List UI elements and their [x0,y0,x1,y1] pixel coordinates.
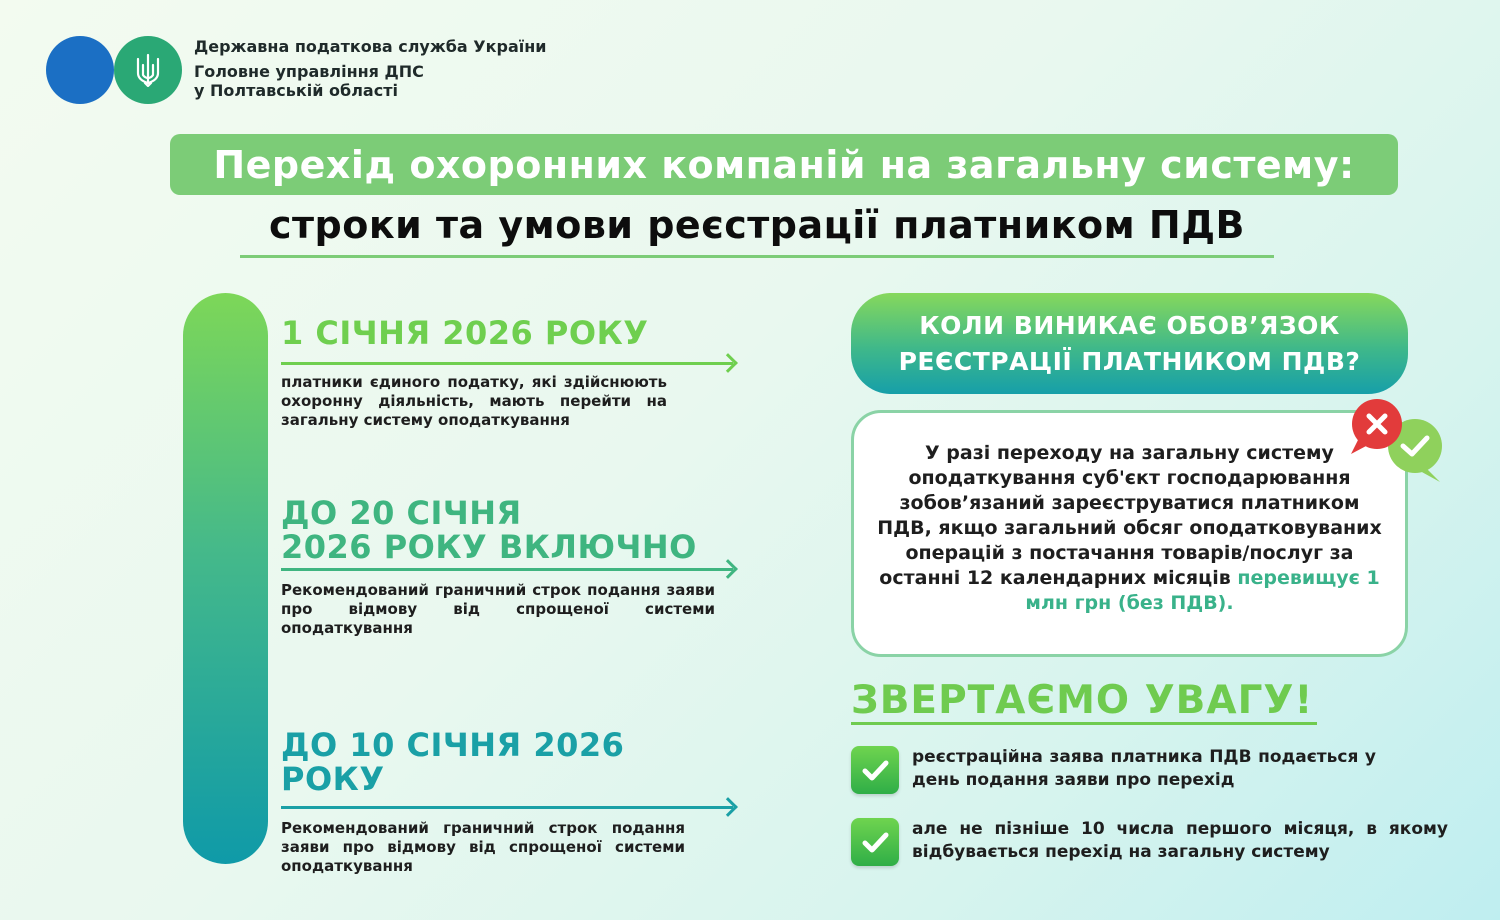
attention-title: ЗВЕРТАЄМО УВАГУ! [851,680,1317,725]
step-1-title: 1 СІЧНЯ 2026 РОКУ [281,314,649,352]
checkbox-icon [851,818,899,866]
question-line2: РЕЄСТРАЦІЇ ПЛАТНИКОМ ПДВ? [898,346,1361,376]
trident-icon [135,53,161,87]
step-1-description: платники єдиного податку, які здійснюють охоронну діяльність, мають перейти на загальну систему оподаткування [281,373,667,429]
step-3-title: ДО 10 СІЧНЯ 2026 РОКУ [281,726,625,798]
attention-item-1 [851,746,1381,794]
org-department-line1: Головне управління ДПС [194,62,424,81]
logo-green-circle [114,36,182,104]
step-2-description: Рекомендований граничний строк подання заяви про відмову від спрощеної системи оподаткування [281,581,715,637]
timeline-bar [183,293,268,864]
org-name: Державна податкова служба України [194,37,547,56]
main-title-line1: Перехід охоронних компаній на загальну систему: [170,134,1398,195]
checkbox-icon [851,746,899,794]
speech-bubbles [1348,396,1448,486]
main-title-line2: строки та умови реєстрації платником ПДВ [240,200,1274,258]
step-3-arrow [281,806,733,809]
logo-blue-circle [46,36,114,104]
header [46,34,547,104]
info-box [851,410,1408,657]
timeline-step-3 [281,728,733,876]
attention-item-2-text: але не пізніше 10 числа першого місяця, в якому відбувається перехід на загальну систему [912,819,1448,862]
org-info [194,34,547,103]
step-2-title-line1: ДО 20 СІЧНЯ [281,494,522,532]
step-2-arrow [281,568,733,571]
info-highlight: перевищує 1 млн грн (без ПДВ). [1025,567,1380,614]
attention-item-1-text: реєстраційна заява платника ПДВ подається у день подання заяви про перехід [912,747,1376,790]
question-line1: КОЛИ ВИНИКАЄ ОБОВ’ЯЗОК [919,310,1340,340]
org-department-line2: у Полтавській області [194,81,398,100]
dps-logo [46,34,182,104]
info-text: У разі переходу на загальну систему оподаткування суб'єкт господарювання зобов’язаний зареєструватися платником ПДВ, якщо загальний обсяг оподатковуваних операцій з постачання товарів/послуг за останні 12 календарних місяців [877,442,1382,589]
step-3-description: Рекомендований граничний строк подання заяви про відмову від спрощеної системи оподаткування [281,819,685,875]
attention-item-2 [851,818,1451,866]
step-1-arrow [281,362,733,365]
timeline-step-2 [281,496,733,638]
step-2-title-line2: 2026 РОКУ ВКЛЮЧНО [281,528,697,566]
question-box [851,293,1408,394]
timeline-step-1 [281,316,733,430]
